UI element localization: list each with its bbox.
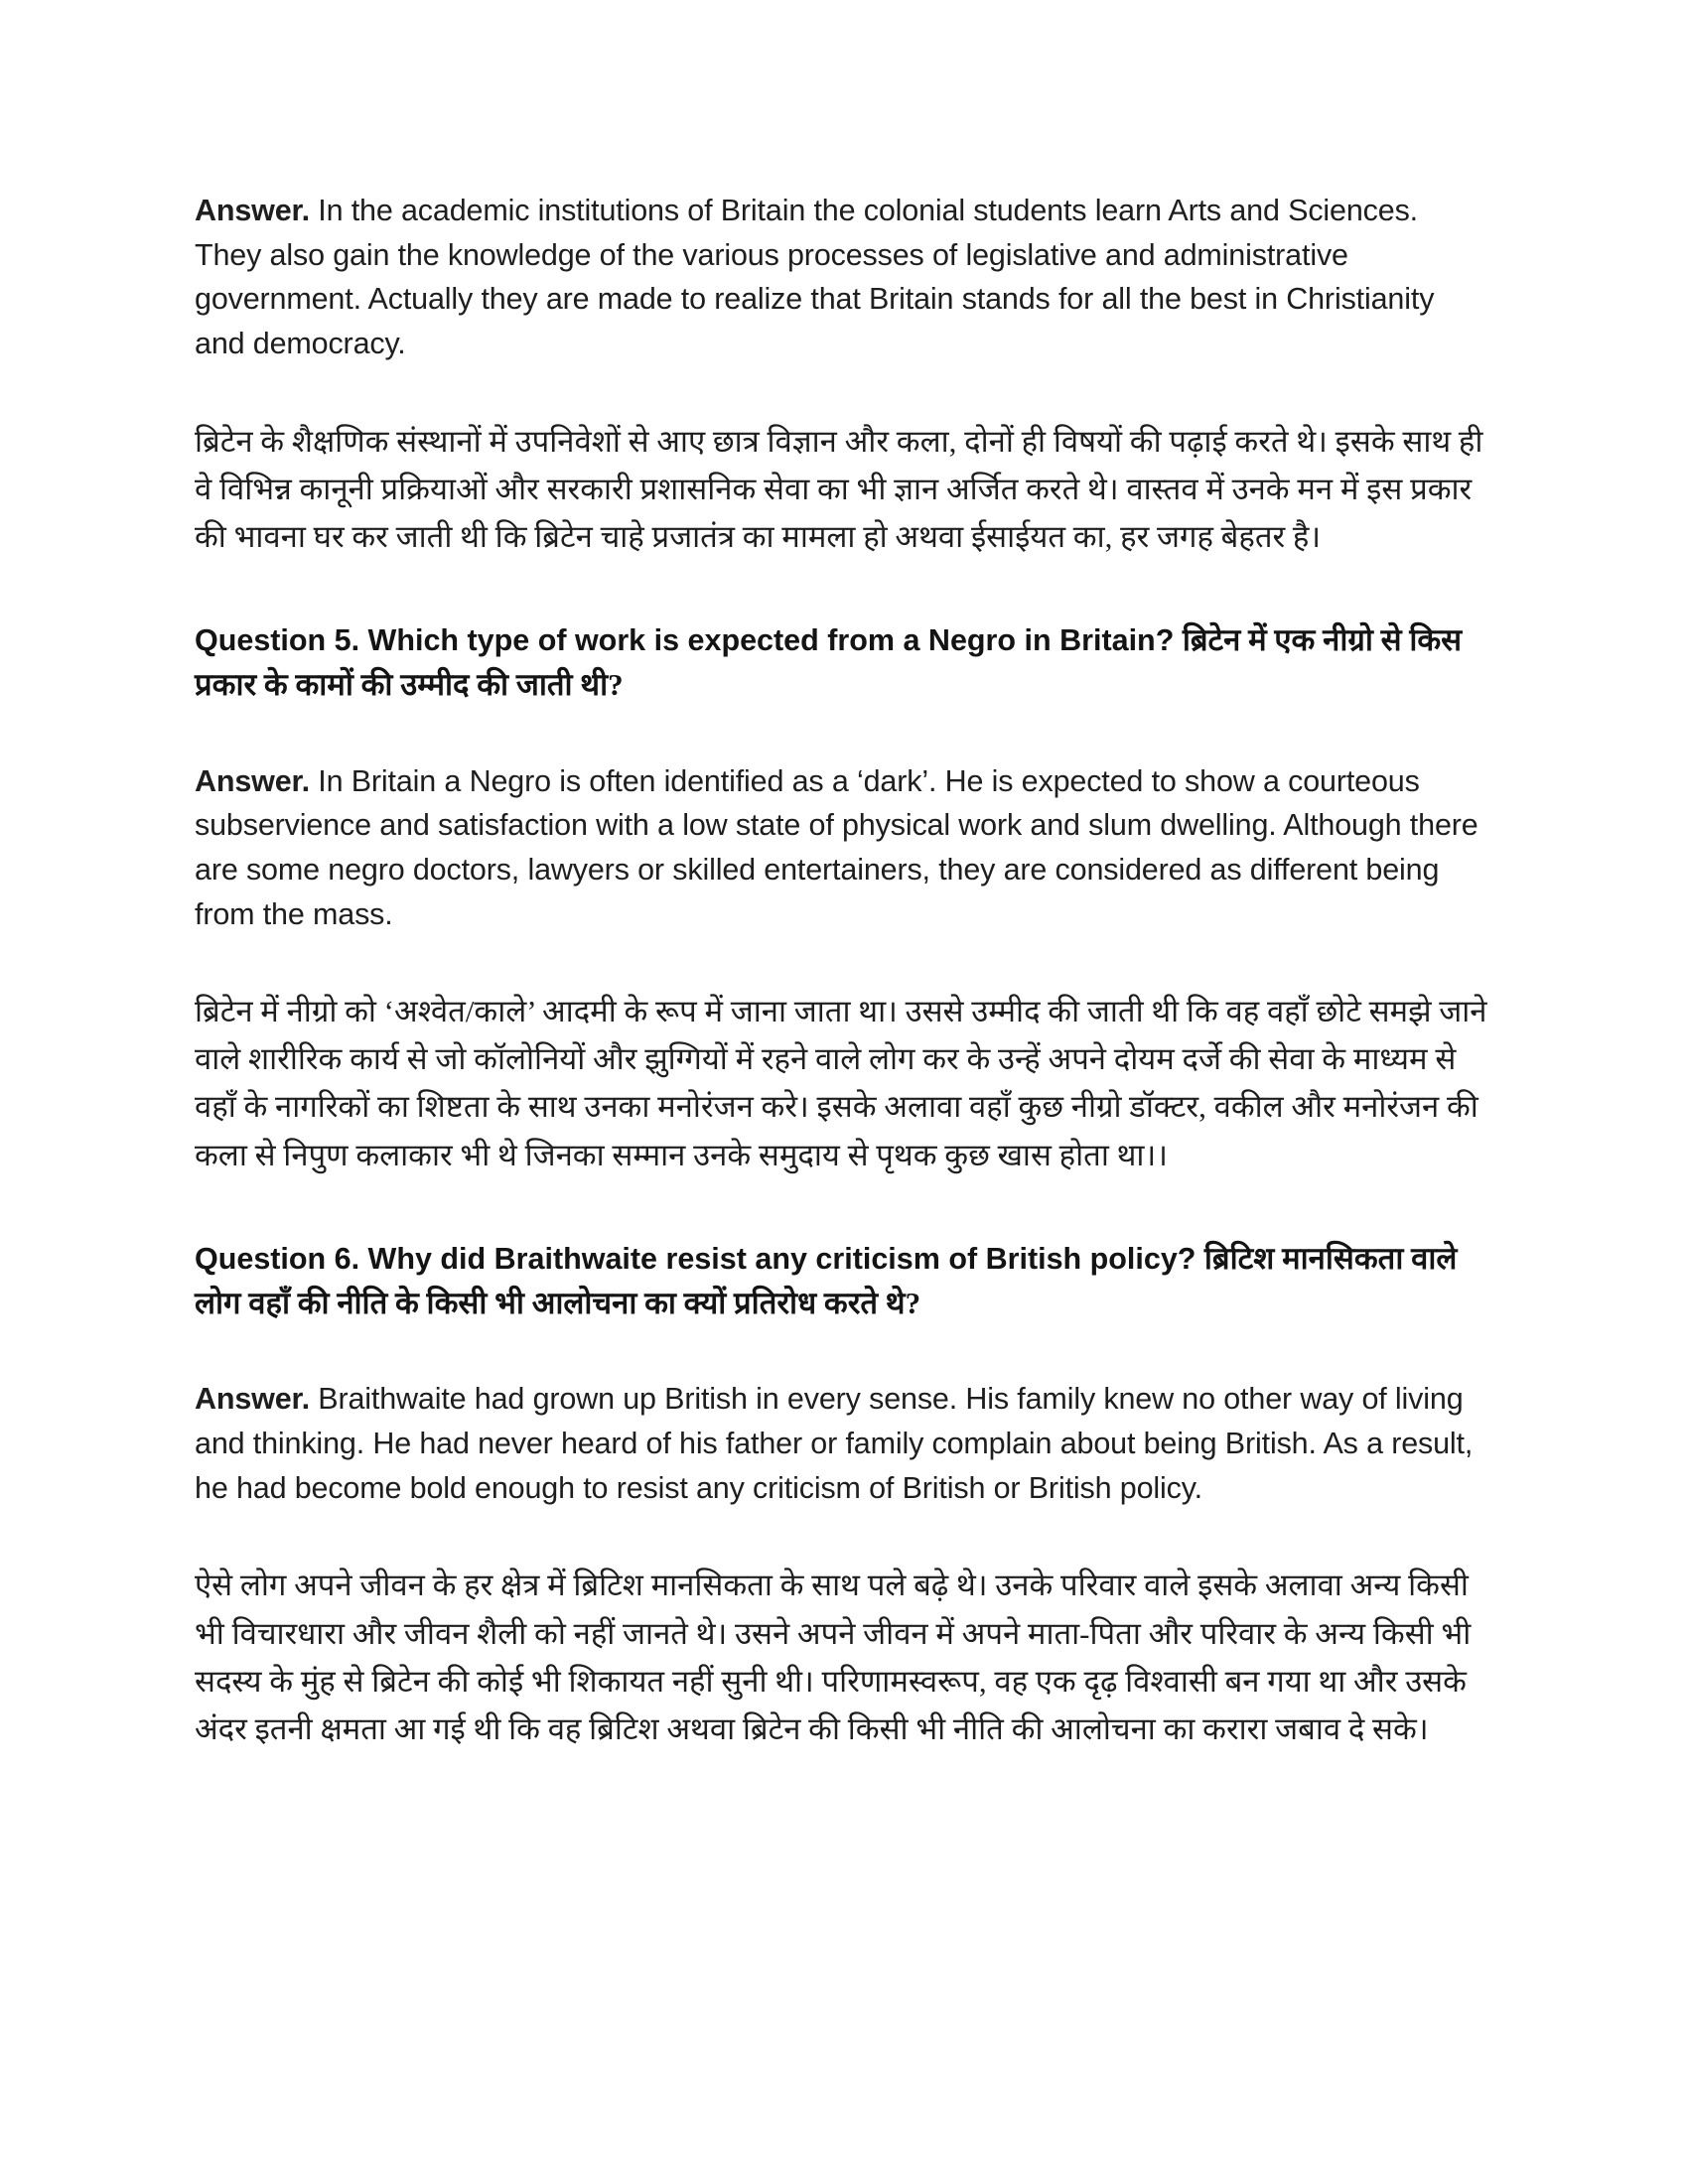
page-content [195,189,1490,1753]
spacer [195,366,1490,418]
answer-4-label: Answer. [195,194,310,227]
answer-5-english-paragraph [195,759,1490,937]
question-6-heading [195,1237,1490,1326]
answer-4-english-paragraph [195,189,1490,366]
spacer [195,1510,1490,1562]
question-6-hindi: ब्रिटिश मानसिकता वाले लोग वहाँ की नीति के किसी भी आलोचना का क्यों प्रतिरोध करते थे? [195,1240,1458,1320]
answer-6-hindi-paragraph: ऐसे लोग अपने जीवन के हर क्षेत्र में ब्रिटिश मानसिकता के साथ पले बढ़े थे। उनके परिवार वाले इसके अलावा अन्य किसी भी विचारधारा और जीवन शैली को नहीं जानते थे। उसने अपने जीवन में अपने माता-पिता और परिवार के अन्य किसी भी सदस्य के मुंह से ब्रिटेन की कोई भी शिकायत नहीं सुनी थी। परिणामस्वरूप, वह एक दृढ़ विश्वासी बन गया था और उसके अंदर इतनी क्षमता आ गई थी कि वह ब्रिटिश अथवा ब्रिटेन की किसी भी नीति की आलोचना का करारा जबाव दे सके। [195,1568,1472,1746]
answer-5-hindi-paragraph: ब्रिटेन में नीग्रो को ‘अश्वेत/काले’ आदमी के रूप में जाना जाता था। उससे उम्मीद की जाती थी कि वह वहाँ छोटे समझे जाने वाले शारीरिक कार्य से जो कॉलोनियों और झुग्गियों में रहने वाले लोग कर के उन्हें अपने दोयम दर्जे की सेवा के माध्यम से वहाँ के नागरिकों का शिष्टता के साथ उनका मनोरंजन करे। इसके अलावा वहाँ कुछ नीग्रो डॉक्टर, वकील और मनोरंजन की कला से निपुण कलाकार भी थे जिनका सम्मान उनके समुदाय से पृथक कुछ खास होता था।। [195,994,1487,1172]
spacer [195,561,1490,618]
question-5-hindi: ब्रिटेन में एक नीग्रो से किस प्रकार के कामों की उम्मीद की जाती थी? [195,621,1463,702]
answer-4-hindi-paragraph: ब्रिटेन के शैक्षणिक संस्थानों में उपनिवेशों से आए छात्र विज्ञान और कला, दोनों ही विषयों की पढ़ाई करते थे। इसके साथ ही वे विभिन्न कानूनी प्रक्रियाओं और सरकारी प्रशासनिक सेवा का भी ज्ञान अर्जित करते थे। वास्तव में उनके मन में इस प्रकार की भावना घर कर जाती थी कि ब्रिटेन चाहे प्रजातंत्र का मामला हो अथवा ईसाईयत का, हर जगह बेहतर है। [195,423,1483,554]
answer-5-english-text: In Britain a Negro is often identified as a ‘dark’. He is expected to show a courteous subservience and satisfaction with a low state of physical work and slum dwelling. Although there are some negro doctors, lawyers or skilled entertainers, they are considered as different being from the mass. [195,763,1478,931]
question-5-english: Question 5. Which type of work is expected from a Negro in Britain? [195,622,1175,657]
answer-4-english-text: In the academic institutions of Britain the colonial students learn Arts and Sciences. They also gain the knowledge of the various processes of legislative and administrative government. Actually they are made to realize that Britain stands for all the best in Christianity and democracy. [195,194,1435,361]
spacer [195,1179,1490,1237]
answer-6-label: Answer. [195,1382,310,1417]
question-5-heading [195,618,1490,708]
spacer [195,708,1490,759]
answer-6-english-paragraph [195,1377,1490,1510]
spacer [195,936,1490,988]
question-6-english: Question 6. Why did Braithwaite resist any criticism of British policy? [195,1241,1196,1276]
answer-6-english-text: Braithwaite had grown up British in every sense. His family knew no other way of living and thinking. He had never heard of his father or family complain about being British. As a result, he had become bold enough to resist any criticism of British or British policy. [195,1382,1474,1505]
spacer [195,1325,1490,1377]
answer-5-label: Answer. [195,763,310,798]
